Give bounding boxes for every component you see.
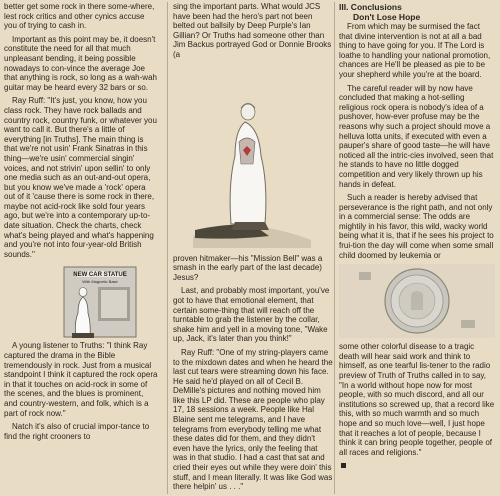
paragraph: some other colorful disease to a tragic death will hear said work and think to himself, as one tearful lis-tener to the radio preview of Truth of Truths called in to say, "In a world without hope now for most people, with so much discord, and all our institutions so screwed up, that a record like this, with so much warmth and so much hope and so much love—well, I just hope that it reaches a lot of people, because I think it can bring people together, people of all races and religions." [339,342,495,457]
end-mark [341,463,346,468]
paragraph: Natch it's also of crucial impor-tance to find the right crooners to [4,422,150,441]
paragraph: From which may be surmised the fact that divine intervention is not at all a bad thing to have going for you. If The Lord is loathe to handling your national promotion, chances are He'll be pleased as pie to be your shepherd while you're at the board. [339,22,491,79]
paragraph: Important as this point may be, it doesn't constitute the need for all that much unpleasant bending, it being possible nowadays to con-vince the average Joe that anything is rock, so long as a wah-wah guitar may be heard every 32 bars or so. [4,34,157,92]
column-right [339,2,495,474]
jesus-statue-image [173,64,333,248]
section-subheading: Don't Lose Hope [353,12,421,22]
column-middle [173,2,333,492]
car-statue-image [4,263,158,341]
sign-subtitle: With Magnetic Base [82,279,118,285]
paragraph: sing the important parts. What would JCS have been had the hero's part not been belted out ballsily by Deep Purple's Ian Gillian? Or Truths had someone other than Jim Backus portrayed God or Donnie Brooks (a [173,2,332,59]
car-statue-photo [4,263,158,341]
paragraph: Ray Ruff: "It's just, you know, how you class rock. They have rock ballads and country rock, country funk, or whatever you want to call it. But there's a little of everything [in Truths]. The main thing is that we're not usin' Frank Sinatras in this thing—we're usin' commercial singin' voices, and not strivin' upon sellin' to only one media such as an out-and-out opera, but you know we've made a 'rock' opera out of it 'cause there is some rock in there, maybe not acid-rock like sold four years ago, but we're into a contemporary up-to-date situation. Check the charts, check what's being played and what's happening and you're not into four-year-old British sounds." [4,96,157,259]
column-divider [167,2,168,494]
paragraph: Last, and probably most important, you've got to have that emotional element, that certain some-thing that will reach off the turntable to grab the listener by the collar, shake him and yell in a moving tone, "Wake up, Jack, it's later than you think!" [173,286,330,344]
medallion-photo [339,264,495,338]
column-left [4,2,158,492]
medallion-image [339,264,495,338]
column-divider [334,2,335,494]
paragraph: A young listener to Truths: "I think Ray captured the drama in the Bible tremendously in rock. Just from a musical standpoint I think it captured the rock opera in that it touches on acid-rock in some of the scenes, and the blues is prominent, and country-western, and folk, which is a part of rock now." [4,341,158,418]
sign-title: NEW CAR STATUE [73,272,127,279]
paragraph: Such a reader is hereby advised that perseverance is the right path, and not only in a commercial sense: The odds are mightily in his favor, this wild, wacky world being what it is, that if he sees his project to frui-tion the day will come when some small child doomed by leukemia or [339,193,494,260]
paragraph: better get some rock in there some-where, lest rock critics and other cynics accuse you of trying to cash in. [4,2,155,31]
jesus-statue-photo [173,64,333,248]
paragraph: proven hitmaker—his "Mission Bell" was a smash in the early part of the last decade) Jesus? [173,253,323,282]
paragraph: The careful reader will by now have concluded that making a hot-selling religious rock opera is nobody's idea of a pushover, how-ever profuse may be the reasons why such a project should move a helluva lotta units, if executed with even a pauper's share of good taste—he will have noticed all the intric-cies involved, seen that he stands to have no little dogged competition and very likely thrown up his hands in defeat. [339,83,494,189]
section-heading: III. Conclusions [339,2,402,12]
paragraph: Ray Ruff: "One of my string-players came to the mixdown dates and when he heard the last cut tears were streaming down his face. He said he'd played on all of Cecil B. DeMille's pictures and nothing moved him like this LP did. These are people who play 17, 18 sessions a week. People like Hal Blaine sent me telegrams, and I have telegrams from everybody telling me what these dates did for them, and they didn't even have the lyrics, only the feeling that was in that studio. I had a cast that sat and cried their eyes out while they were doin' this stuff, and I mean literally. It was like God was there helpin' us . . ." [173,347,333,492]
